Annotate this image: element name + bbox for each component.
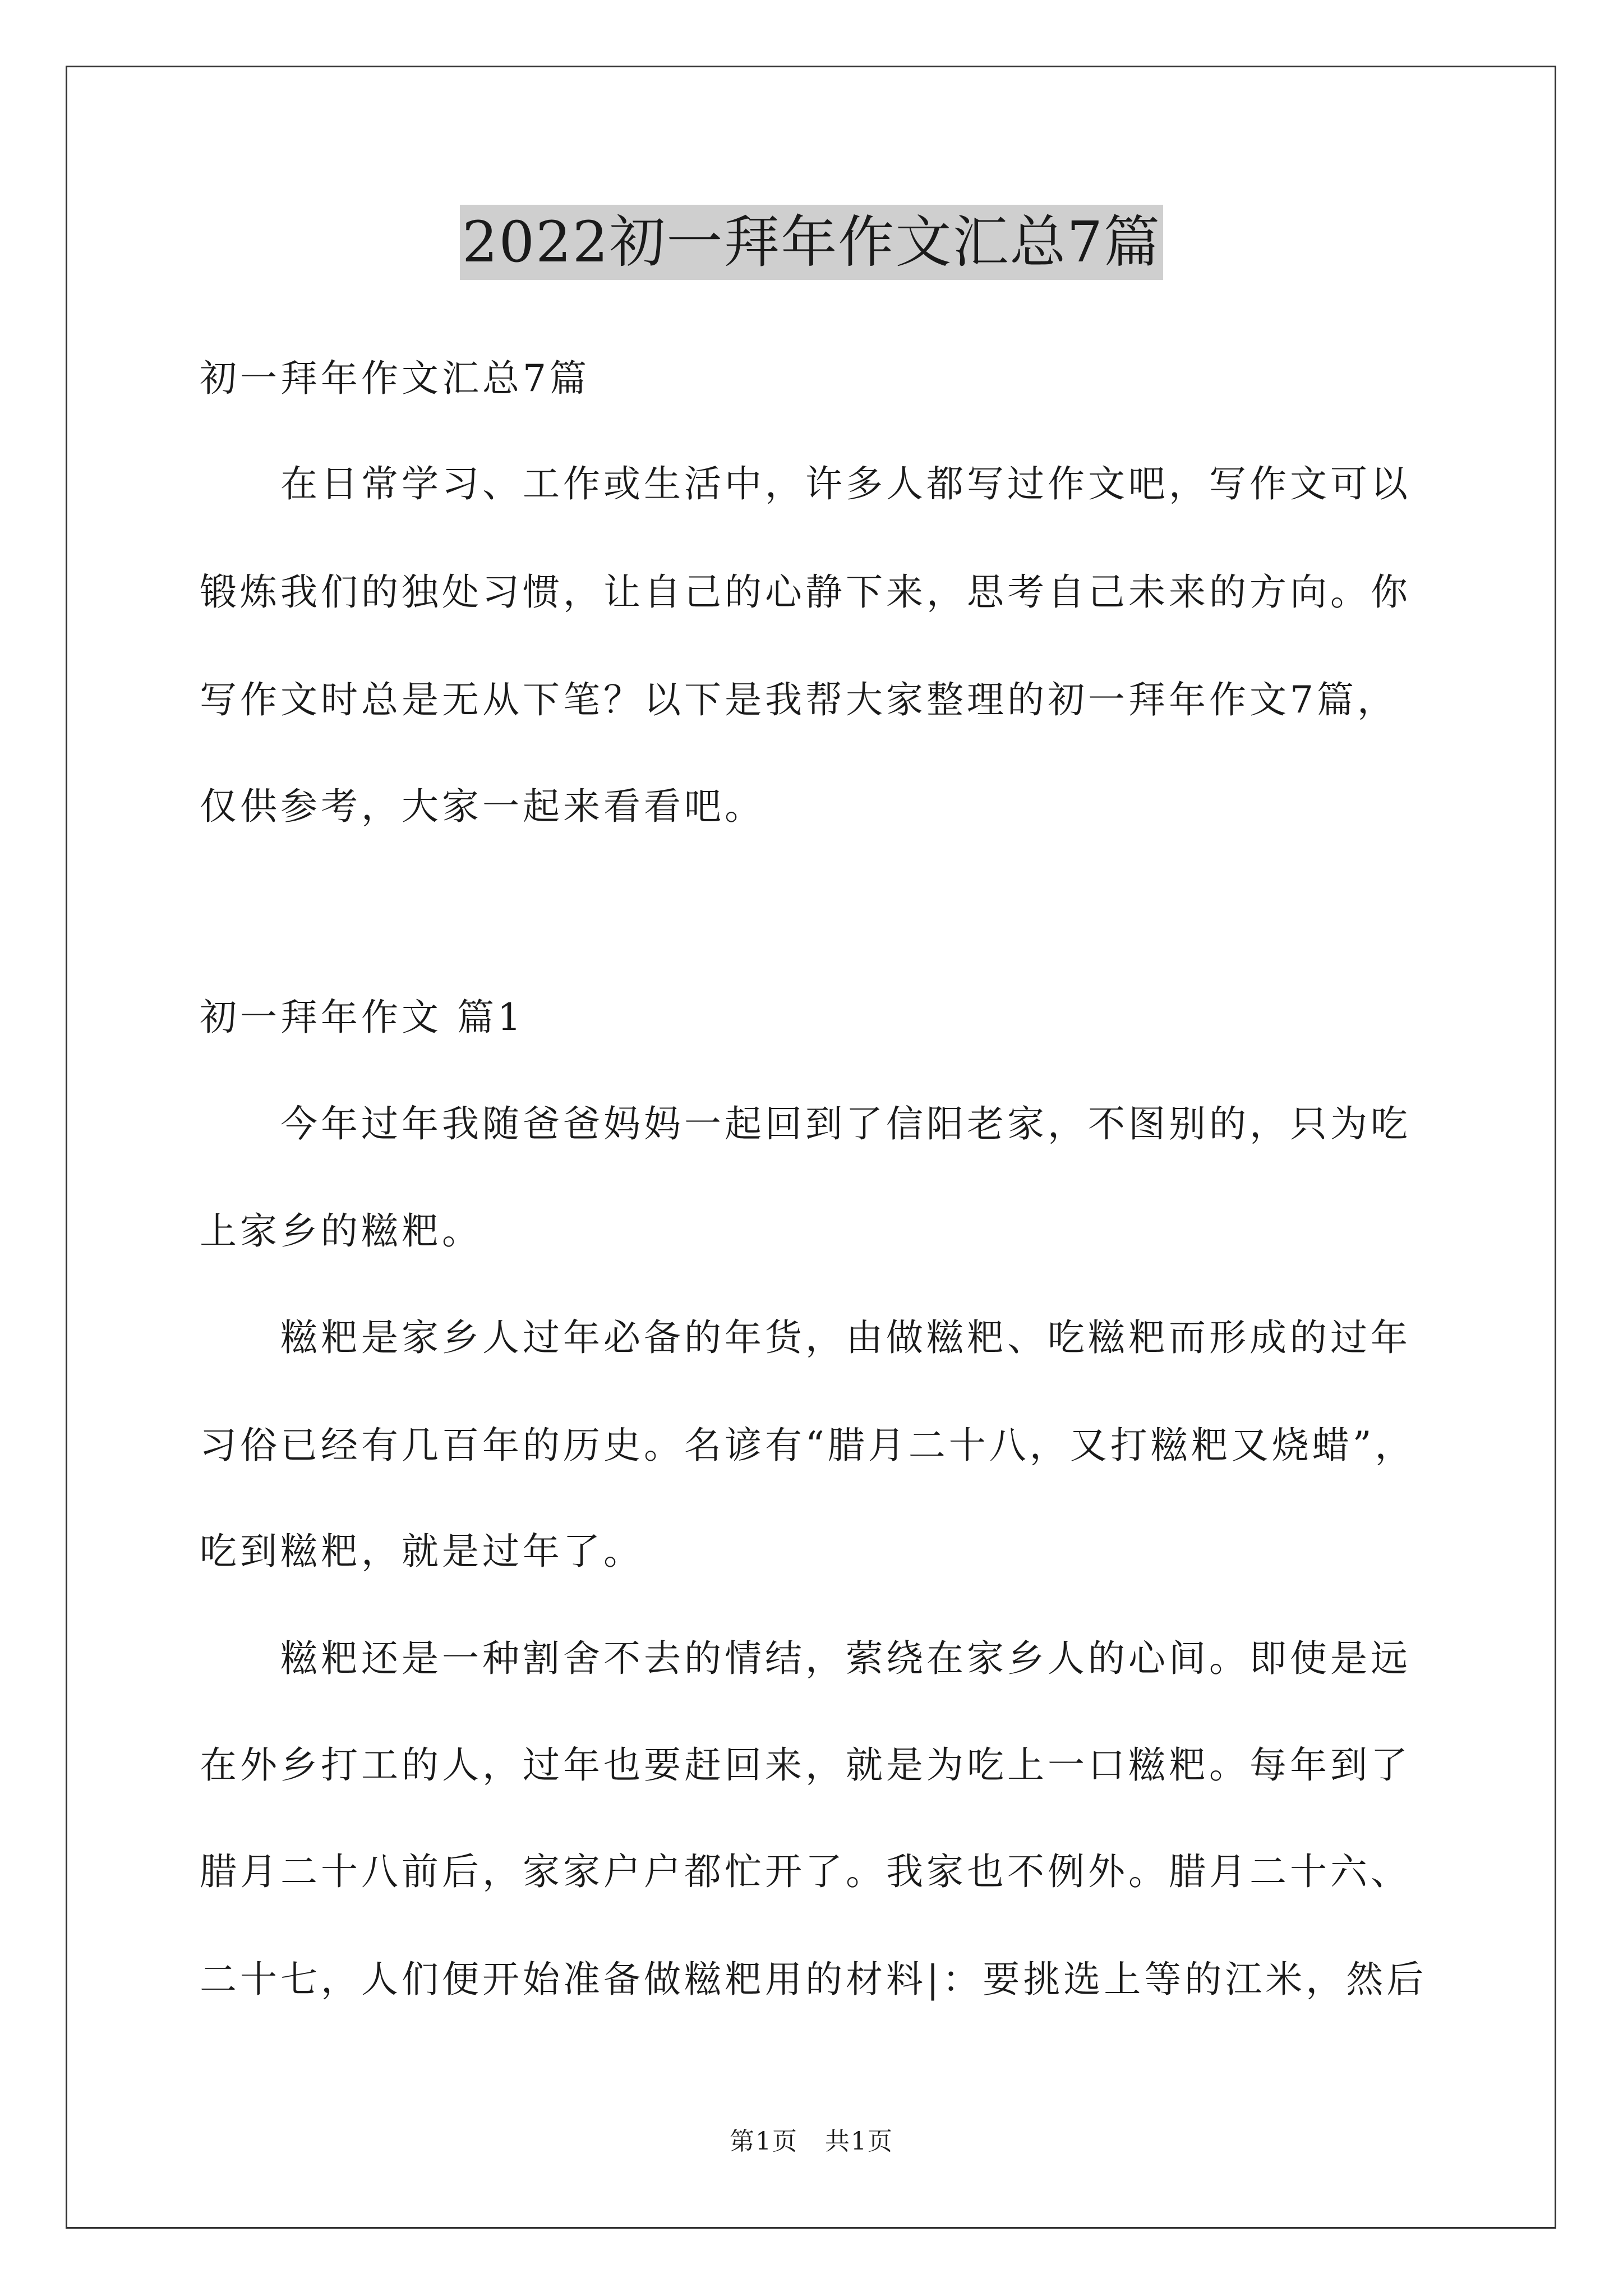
intro-line-2: 锻炼我们的独处习惯，让自己的心静下来，思考自己未来的方向。你 <box>200 570 1411 614</box>
para2-line-1: 糍粑是家乡人过年必备的年货，由做糍粑、吃糍粑而形成的过年 <box>280 1316 1411 1359</box>
para2-line-2: 习俗已经有几百年的历史。名谚有“腊月二十八，又打糍粑又烧蜡”， <box>200 1424 1415 1467</box>
document-title <box>0 205 1623 280</box>
document-title-text: 2022初一拜年作文汇总7篇 <box>460 205 1163 280</box>
page-number: 第1页 <box>730 2127 798 2156</box>
page-total: 共1页 <box>825 2127 893 2156</box>
para1-line-1: 今年过年我随爸爸妈妈一起回到了信阳老家，不图别的，只为吃 <box>280 1102 1411 1145</box>
para3-line-4: 二十七，人们便开始准备做糍粑用的材料|：要挑选上等的江米，然后 <box>200 1958 1427 2001</box>
para3-line-3: 腊月二十八前后，家家户户都忙开了。我家也不例外。腊月二十六、 <box>200 1850 1411 1893</box>
para2-line-3: 吃到糍粑，就是过年了。 <box>200 1530 644 1573</box>
intro-line-3: 写作文时总是无从下笔？以下是我帮大家整理的初一拜年作文7篇， <box>200 678 1398 721</box>
section-heading: 初一拜年作文 篇1 <box>200 996 524 1039</box>
intro-line-1: 在日常学习、工作或生活中，许多人都写过作文吧，写作文可以 <box>280 462 1411 505</box>
para3-line-2: 在外乡打工的人，过年也要赶回来，就是为吃上一口糍粑。每年到了 <box>200 1743 1411 1787</box>
para3-line-1: 糍粑还是一种割舍不去的情结，萦绕在家乡人的心间。即使是远 <box>280 1637 1411 1680</box>
para1-line-2: 上家乡的糍粑。 <box>200 1209 482 1253</box>
page-footer <box>0 2126 1623 2157</box>
document-subtitle: 初一拜年作文汇总7篇 <box>200 357 590 400</box>
intro-line-4: 仅供参考，大家一起来看看吧。 <box>200 785 765 828</box>
